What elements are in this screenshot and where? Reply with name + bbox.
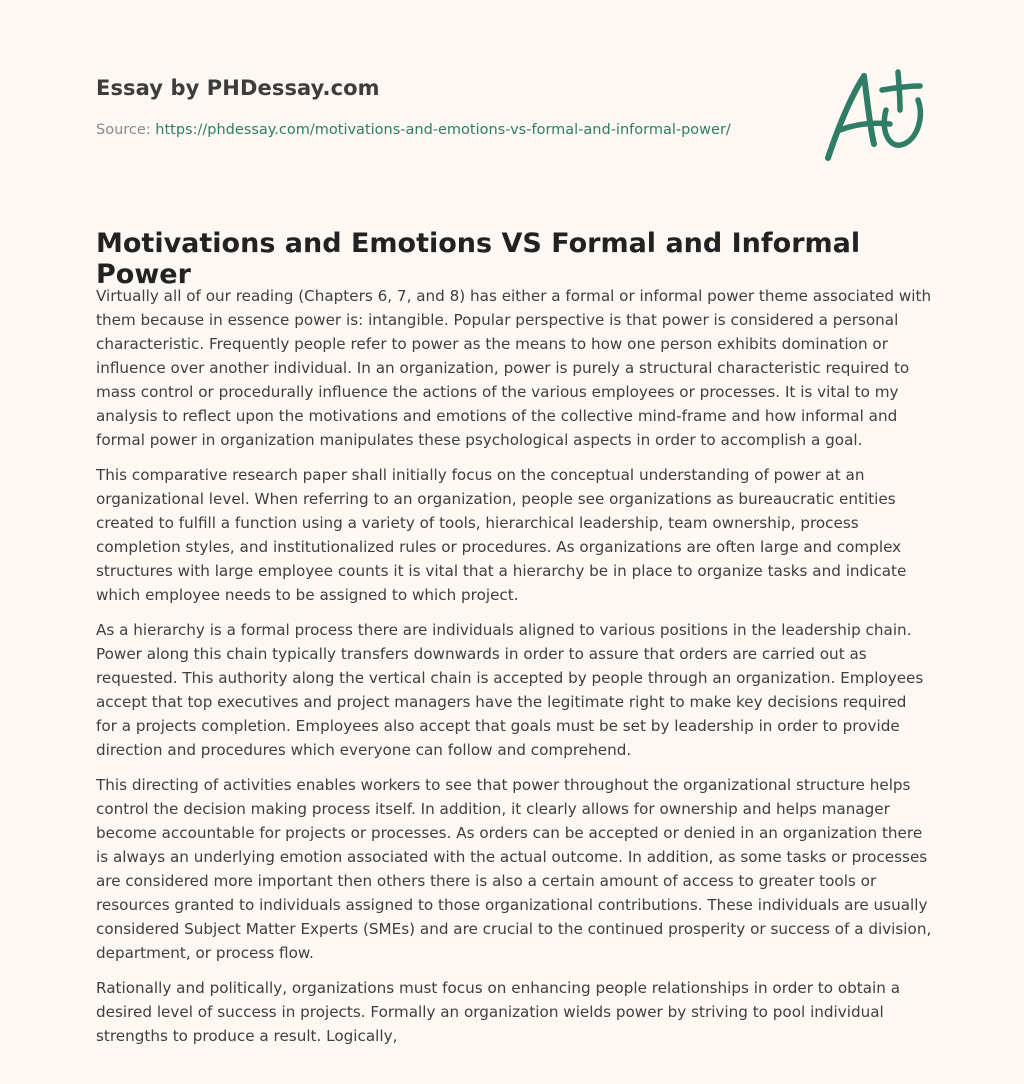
paragraph: As a hierarchy is a formal process there are individuals aligned to various positions in the leadership chain. Power along this chain typically transfers downwards in order to assure that orders are carried out as requested. This authority along the vertical chain is accepted by people through an organization. Employees accept that top executives and project managers have the legitimate right to make key decisions required for a projects completion. Employees also accept that goals must be set by leadership in order to provide direction and procedures which everyone can follow and comprehend. xyxy=(96,621,924,759)
essay-header xyxy=(96,76,796,138)
paragraph: This comparative research paper shall initially focus on the conceptual understanding of power at an organizational level. When referring to an organization, people see organizations as bureaucratic entities created to fulfill a function using a variety of tools, hierarchical leadership, team ownership, process completion styles, and institutionalized rules or procedures. As organizations are often large and complex structures with large employee counts it is vital that a hierarchy be in place to organize tasks and indicate which employee needs to be assigned to which project. xyxy=(96,466,907,604)
paragraph: Rationally and politically, organizations must focus on enhancing people relationships in order to obtain a desired level of success in projects. Formally an organization wields power by striving to pool individual strengths to produce a result. Logically, xyxy=(96,979,901,1045)
essay-title: Motivations and Emotions VS Formal and Informal Power xyxy=(96,228,861,290)
source-label: Source: xyxy=(96,122,151,138)
paragraph: This directing of activities enables workers to see that power throughout the organizational structure helps control the decision making process itself. In addition, it clearly allows for ownership and helps manager become accountable for projects or processes. As orders can be accepted or denied in an organization there is always an underlying emotion associated with the actual outcome. In addition, as some tasks or processes are considered more important then others there is also a certain amount of access to greater tools or resources granted to individuals assigned to those organizational contributions. These individuals are usually considered Subject Matter Experts (SMEs) and are crucial to the continued prosperity or success of a division, department, or process flow. xyxy=(96,776,932,962)
paragraph: Virtually all of our reading (Chapters 6, 7, and 8) has either a formal or informal power theme associated with them because in essence power is: intangible. Popular perspective is that power is considered a personal characteristic. Frequently people refer to power as the means to how one person exhibits domination or influence over another individual. In an organization, power is purely a structural characteristic required to mass control or procedurally influence the actions of the various employees or processes. It is vital to my analysis to reflect upon the motivations and emotions of the collective mind-frame and how informal and formal power in organization manipulates these psychological aspects in order to accomplish a goal. xyxy=(96,287,932,449)
a-plus-logo-icon xyxy=(820,66,930,166)
brand-title: Essay by PHDessay.com xyxy=(96,76,380,100)
essay-body xyxy=(96,284,932,1059)
source-link[interactable]: https://phdessay.com/motivations-and-emotions-vs-formal-and-informal-power/ xyxy=(155,122,731,138)
source-line xyxy=(96,122,796,138)
